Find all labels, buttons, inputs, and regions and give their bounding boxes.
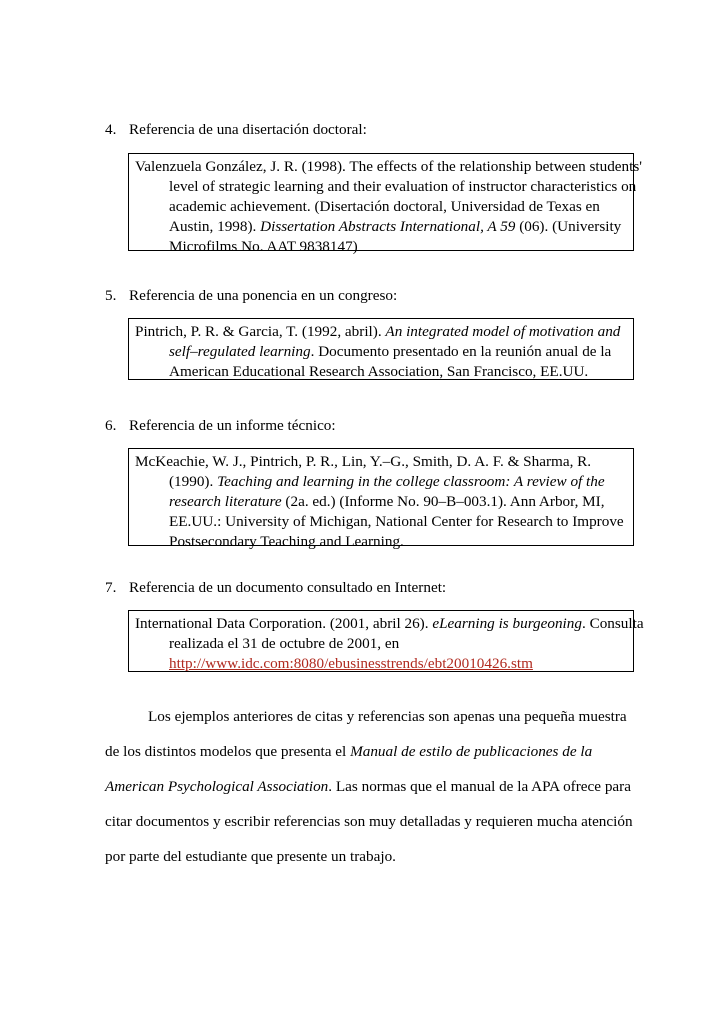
- ref-line: American Educational Research Association, San Francisco, EE.UU.: [169, 363, 589, 380]
- ref-line: [135, 342, 627, 362]
- ref-line: Microfilms No. AAT 9838147): [169, 238, 358, 255]
- heading-text: Referencia de una disertación doctoral:: [129, 121, 367, 138]
- ref-line: [135, 492, 627, 512]
- ref-text: . Documento presentado en la reunión anual de la: [310, 343, 612, 360]
- ref-text: International Data Corporation. (2001, abril 26).: [135, 615, 433, 632]
- manual-title-italic: Manual de estilo de publicaciones de la: [350, 743, 593, 760]
- paragraph-line: [105, 743, 592, 761]
- list-item-5-heading: [105, 287, 397, 305]
- ref-title-italic: eLearning is burgeoning: [432, 615, 582, 632]
- ref-line: [135, 654, 627, 674]
- ref-line: EE.UU.: University of Michigan, National Center for Research to Improve: [169, 513, 624, 530]
- ref-title-italic: An integrated model of motivation and: [385, 323, 621, 340]
- ref-line: Postsecondary Teaching and Learning.: [169, 533, 404, 550]
- list-item-7-heading: [105, 579, 446, 597]
- list-number: 4.: [105, 121, 117, 138]
- ref-line: [135, 472, 627, 492]
- ref-text: (2a. ed.) (Informe No. 90–B–003.1). Ann Arbor, MI,: [281, 493, 605, 510]
- ref-line: [135, 217, 627, 237]
- paragraph-text: . Las normas que el manual de la APA ofrece para: [328, 778, 631, 795]
- manual-title-italic: American Psychological Association: [105, 778, 329, 795]
- ref-line: academic achievement. (Disertación doctoral, Universidad de Texas en: [169, 198, 600, 215]
- paragraph-line: [105, 778, 631, 796]
- reference-box-technical-report: [128, 448, 634, 550]
- paragraph-line: [148, 708, 627, 726]
- heading-text: Referencia de un documento consultado en Internet:: [129, 579, 447, 596]
- paragraph-text: de los distintos modelos que presenta el: [105, 743, 351, 760]
- ref-title-italic: Teaching and learning in the college classroom: A review of the: [217, 473, 605, 490]
- reference-url-link[interactable]: http://www.idc.com:8080/ebusinesstrends/ebt20010426.stm: [169, 655, 533, 672]
- paragraph-line: [105, 813, 633, 831]
- ref-title-italic: Dissertation Abstracts International, A 59: [260, 218, 516, 235]
- reference-box-internet: [128, 610, 644, 672]
- ref-text: Austin, 1998).: [169, 218, 261, 235]
- reference-box-conference: [128, 318, 634, 380]
- ref-line: McKeachie, W. J., Pintrich, P. R., Lin, Y.–G., Smith, D. A. F. & Sharma, R.: [135, 453, 592, 470]
- ref-line: level of strategic learning and their evaluation of instructor characteristics on: [169, 178, 637, 195]
- ref-line: [135, 322, 627, 342]
- paragraph-text: Los ejemplos anteriores de citas y referencias son apenas una pequeña muestra: [148, 708, 627, 725]
- reference-box-dissertation: [128, 153, 642, 255]
- ref-title-italic: research literature: [169, 493, 282, 510]
- ref-title-italic: self–regulated learning: [169, 343, 311, 360]
- ref-text: Pintrich, P. R. & Garcia, T. (1992, abril).: [135, 323, 386, 340]
- ref-text: . Consulta: [581, 615, 644, 632]
- list-item-4-heading: [105, 121, 367, 139]
- heading-text: Referencia de una ponencia en un congreso:: [129, 287, 398, 304]
- ref-line: [135, 614, 644, 634]
- ref-line: Valenzuela González, J. R. (1998). The effects of the relationship between students': [135, 158, 642, 175]
- paragraph-text: por parte del estudiante que presente un trabajo.: [105, 848, 396, 865]
- list-number: 7.: [105, 579, 117, 596]
- list-item-6-heading: [105, 417, 336, 435]
- list-number: 6.: [105, 417, 117, 434]
- list-number: 5.: [105, 287, 117, 304]
- paragraph-text: citar documentos y escribir referencias son muy detalladas y requieren mucha atención: [105, 813, 633, 830]
- ref-text: (06). (University: [515, 218, 622, 235]
- heading-text: Referencia de un informe técnico:: [129, 417, 336, 434]
- paragraph-line: [105, 848, 396, 866]
- ref-line: realizada el 31 de octubre de 2001, en: [169, 635, 400, 652]
- ref-text: (1990).: [169, 473, 218, 490]
